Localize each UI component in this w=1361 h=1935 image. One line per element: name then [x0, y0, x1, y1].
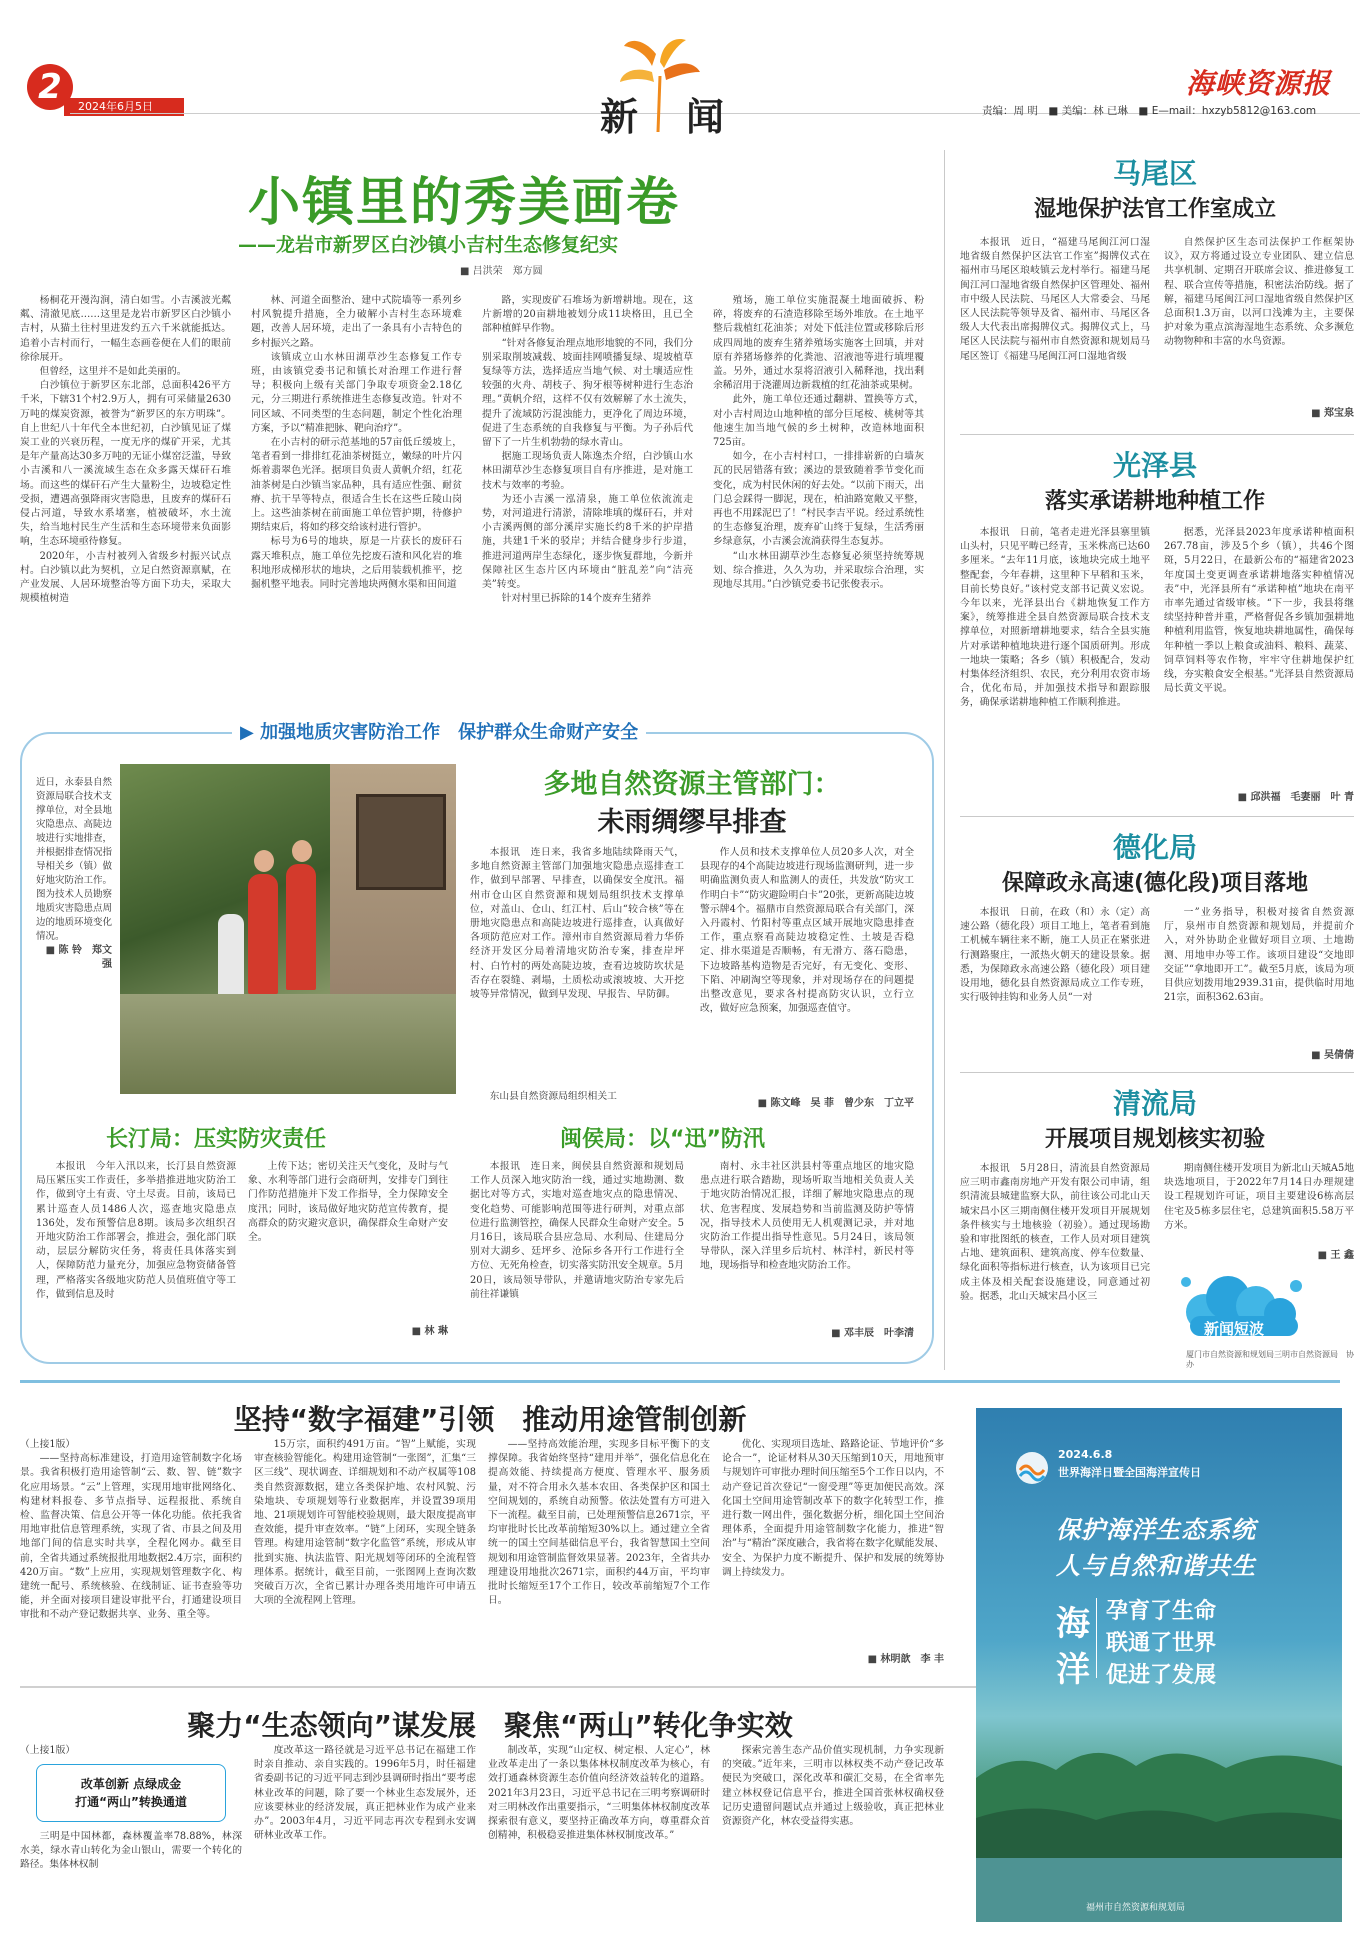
ocean-line-3: 促进了发展	[1106, 1663, 1217, 1688]
eco-col-1: 三明是中国林都，森林覆盖率78.88%，林深水美，绿水青山转化为金山银山，需要一个转化的路径。集体林权制	[20, 1831, 242, 1871]
guangze-col-2: 据悉，光泽县2023年度承诺种植面积267.78亩，涉及5个乡（镇），共46个图斑，5月22日，在最新公布的“福建省2023年度国土变更调查承诺耕地落实种植情况表”中，光泽县所有“承诺种植”地块在南平市率先通过省级审核。“下一步，我县将继续坚持种普并重，严格督促各乡镇加强耕地种植利用监管，恢复地块耕地属性，确保每年种植一季以上粮食或油料、粮料、蔬菜、饲草饲料等农作物，牢牢守住耕地保护红线，夯实粮食安全根基。”光泽县自然资源局局长黄文平说。	[1164, 527, 1354, 695]
paper-name: 海峡资源报	[1186, 67, 1332, 100]
minhou-credit: ■ 邓丰辰 叶李清	[831, 1328, 914, 1339]
disaster-title-2: 未雨绸缪早排查	[597, 807, 787, 838]
column-divider	[944, 150, 945, 1370]
ocean-big-2: 洋	[1056, 1650, 1090, 1690]
divider	[960, 434, 1354, 435]
lead-column-4: 殖场，施工单位实施混凝土地面破拆、粉碎，将废弃的石渣造移除至场外堆放。在土地平整后栽植红花油茶；对处下低洼位置或移除后形成四周地的废弃生猪养殖场实施客土回填，并对原有养猪场修养的化粪池、沼液池等进行填埋覆盖。另外，通过水泵将沼液引入稀释池，找出剩余稀沼用于浇灌周边新栽植的红花油茶或果树。 此外，施工单位还通过翻耕、置换等方式，对小吉村周边山地种植的部分巨尾桉、桃树等其他速生加当地气候的乡土树种，改造林地面积725亩。 如今，在小吉村村口，一排排崭新的白墙灰瓦的民居错落有致；溪边的景致随着季节变化而变化，成为村民休闲的好去处。“以前下雨天，出门总会踩得一脚泥，现在，柏油路宽敞又平整，再也不用踩泥巴了！”村民李吉平说。经过系统性的生态修复治理，废弃矿山终于复绿，生活秀丽乡绿意氛，小吉溪会流淌获得生态复苏。 “山水林田湖草沙生态修复必须坚持统筹规划、综合推进，久久为功，并采取综合治理，实现地尽其用。”白沙镇党委书记张俊表示。	[713, 295, 924, 591]
lead-byline: ■ 吕洪荣 郑方圆	[460, 266, 543, 277]
editor-line: 责编：周 明 ■ 美编：林 已琳 ■ E—mail：hxzyb5812@163.com	[982, 105, 1317, 117]
mawei-col-1: 本报讯 近日，“福建马尾闽江河口湿地省级自然保护区法官工作室”揭牌仪式在福州市马尾区琅岐镇云龙村举行。福建马尾闽江河口湿地省级自然保护区管理处、福州市中级人民法院、马尾区人大常委会、马尾区人民法院等领导及省、福州市、马尾区各级人大代表出席揭牌仪式。揭牌仪式上，马尾区人民法院与福州市自然资源和规划局马尾区签订《福建马尾闽江河口湿地省级	[960, 237, 1150, 362]
guangze-col-1: 本报讯 日前，笔者走进光泽县寨里镇山头村，只见平畴已经青，玉米株高已达60多厘米。“去年11月底，该地块完成土地平整配套，今年春耕，这里种下早稻和玉米，目前长势良好。”该村党支部书记黄义宏说。今年以来，光泽县出台《耕地恢复工作方案》，统筹推进全县自然资源局联合技术支撑单位，对照新增耕地要求，结合全县实施片对承诺种植地块进行逐个国质研判。形成一地块一策略；各乡（镇）积极配合，发动村集体经济组织、农民，充分利用农资市场合，优化布局，并加强技术指导和跟踪服务，确保承诺耕地种植工作顺利推进。	[960, 527, 1150, 709]
section-title-left: 新	[600, 94, 639, 139]
issue-date: 2024年6月5日	[64, 98, 184, 116]
digital-col-4: 优化、实现项目选址、路路论证、节地评价“多论合一”，论证材料从30天压缩到10天，用地预审与规划许可审批办理时间压缩至5个工作日以内，不动产登记首次登记“一窗受理”等更加便民高效。深化国土空间用途管制改革下的数字化转型工作，推进行数一网出件，强化数据分析，细化国土空间治理体系，全面提升用途管制数字化能力，推进“智治”与“精治”深度融合，我省将在数字化赋能发展、安全、为保护力度不断提升、保护和发展的统筹协调上持续发力。	[722, 1439, 944, 1578]
dehua-col-2: 一”业务指导，积极对接省自然资源厅，泉州市自然资源和规划局，并提前介入，对外协助企业做好项目立项、土地勘测、用地申办等工作。该项目建设“交地即交证”“拿地即开工”。截至5月底，该局为项目供应划拨用地2939.31亩，提供临时用地21宗，面积362.63亩。	[1164, 907, 1354, 1004]
minhou-title: 闽侯局：以“迅”防汛	[560, 1127, 765, 1152]
eco-col-2: 度改革这一路径就是习近平总书记在福建工作时亲自推动、亲自实践的。1996年5月，时任福建省委副书记的习近平同志到沙县调研时指出“要考虑林业改革的问题，除了要一个林业生态发展外，还应该要林业的经济发展，真正把林业作为成产业来办”。2003年4月，习近平同志再次专程到永安调研林业改革工作。	[254, 1745, 476, 1842]
disaster-title-1: 多地自然资源主管部门：	[543, 769, 841, 800]
ocean-ad-footer: 福州市自然资源和规划局	[1086, 1903, 1186, 1913]
digital-title: 坚持“数字福建”引领 推动用途管制创新	[233, 1403, 747, 1436]
qingliu-col-1: 本报讯 5月28日，清流县自然资源局应三明市鑫南房地产开发有限公司申请，组织清流县城建监察大队，前往该公司北山天城宋昌小区三期南侧住楼开发项目开展规划条件核实与土地核验（初验）。通过现场勘验和审批图纸的核查，工作人员对项目建筑占地、建筑面积、建筑高度、停车位数量、绿化面积等指标进行核查，认为该项目已完成主体及相关配套设施建设，同意通过初验。据悉，北山天城宋昌小区三	[960, 1163, 1150, 1302]
guangze-title: 落实承诺耕地种植工作	[1044, 489, 1265, 514]
changting-col-1: 本报讯 今年入汛以来，长汀县自然资源局压紧压实工作责任，多举措推进地灾防治工作，做到守土有责、守土尽责。目前，该局已累计巡查人员1486人次，巡查地灾隐患点136处，发布预警信息8期。该局多次组织召开地灾防治工作部署会，推进会，强化部门联动，层层分解防灾任务，将责任具体落实到人，保障防范力量充分，加强应急物资储备管理，严格落实各级地灾防范人员值班值守等工作，做到信息及时	[36, 1161, 236, 1300]
news-quick-block	[1164, 1268, 1354, 1372]
lead-subtitle: ——龙岩市新罗区白沙镇小吉村生态修复纪实	[238, 234, 619, 256]
ocean-logo-icon	[1012, 1448, 1052, 1488]
guangze-credit: ■ 邱洪福 毛妻丽 叶 青	[1237, 792, 1354, 803]
ocean-slogan-2: 人与自然和谐共生	[1056, 1551, 1256, 1580]
qingliu-title: 开展项目规划核实初验	[1044, 1127, 1265, 1152]
ocean-line-2: 联通了世界	[1106, 1631, 1217, 1656]
dehua-place: 德化局	[1112, 831, 1197, 864]
qingliu-col-2: 期南侧住楼开发项目为新北山天城A5地块选地项目，于2022年7月14日办理规建设工程规划许可证，项目主要建设6栋高层住宅及5栋多层住宅，总建筑面积5.58万平方米。	[1164, 1163, 1354, 1231]
minhou-col-1: 本报讯 连日来，闽侯县自然资源和规划局工作人员深入地灾防治一线，通过实地勘测、数据比对等方式，实地对巡查地灾点的隐患情况、变化趋势、可能影响范围等进行研判，对重点部位进行监测管控，确保人民群众生命财产安全。5月16日，该局联合县应急局、水利局、住建局分别对大湖乡、廷坪乡、沧际乡各开行工作进行全方位、无死角检查，切实落实防汛安全规章。5月20日，该局领导带队，并邀请地灾防治专家先后前往祥谦镇	[470, 1161, 684, 1300]
mawei-place: 马尾区	[1112, 157, 1197, 190]
minhou-col-2: 南村、永丰社区洪县村等重点地区的地灾隐患点进行联合踏勘，现场听取当地相关负责人关于地灾防治情况汇报，详细了解地灾隐患点的现状、危害程度、发展趋势和当前监测及防护等情况，指导技术人员使用无人机观测记录，并对地灾防治工作提出指导性意见。5月24日，该局领导带队，深入洋里乡后坑村、林洋村，新民村等地，现场指导和检查地灾防治工作。	[700, 1161, 914, 1272]
mawei-credit: ■ 郑宝泉	[1311, 408, 1354, 419]
mawei-title: 湿地保护法官工作室成立	[1033, 197, 1276, 222]
lead-column-2: 林、河道全面整治、建中式院墙等一系列乡村风貌提升措施，全力破解小吉村生态环境难题，改善人居环境，走出了一条具有小吉特色的乡村振兴之路。 该镇成立山水林田湖草沙生态修复工作专班，由该镇党委书记和镇长对治理工作进行督导；积极向上级有关部门争取专项资金2.18亿元，分三期进行系统推进生态修复改造。针对不同区域、不同类型的生态问题，制定个性化治理方案，予以“精准把脉、靶向治疗”。 在小吉村的研示范基地的57亩低丘缓坡上，笔者看到一排排红花油茶树挺立，嫩绿的叶片闪烁着翡翠色光泽。据项目负责人黄帆介绍，红花油茶树是白沙镇当家品种，具有适应性强、耐贫瘠、抗干旱等特点，很适合生长在这些丘陵山岗上。这些油茶树在前面施工单位管护期，待修护期结束后，将如约移交给该村进行管护。 标号为6号的地块，原是一片获长的废矸石露天堆积点，施工单位先挖废石渣和风化岩的堆积地形成梯形状的地块，之后用装载机推平，挖掘机整平地表。同时完善地块两侧水渠和田间道	[251, 295, 462, 591]
qingliu-credit: ■ 王 鑫	[1317, 1250, 1354, 1261]
ocean-slogan-1: 保护海洋生态系统	[1056, 1515, 1256, 1544]
disaster-credit: ■ 陈文峰 吴 菲 曾少东 丁立平	[757, 1098, 914, 1109]
disaster-col-1: 本报讯 连日来，我省多地陆续降雨天气，多地自然资源主管部门加强地灾隐患点巡排查工作，做到早部署、早排查，以确保安全度汛。福州市仓山区自然资源和规划局组织技术支撑单位，对盖山、仓山、红江村、后山“较合核”等在册地灾隐患点和高陡边坡进行巡排查，认真做好各项防范应对工作。漳州市自然资源局着力华侨经济开发区分局着清地灾防治专案，排查岸坪村、白竹村的两处高陡边坡，查看边坡防坎状是否存在裂缝、剥塌，土质松动或滚坡坡、大开挖坡等异常情况，做到早发现、早报告、早防御。	[470, 847, 684, 1001]
section-rule	[20, 1380, 1340, 1383]
lead-column-1: 杨桐花开漫沟涧，清白如雪。小吉溪波光粼粼、清澈见底……这里是龙岩市新罗区白沙镇小吉村，从猫土往村里进发约五六千米就能抵达。追着小吉村而行，一幅生态画卷便在人们的眼前徐徐展开。 但曾经，这里并不是如此美丽的。 白沙镇位于新罗区东北部，总面积426平方千米，下辖31个村2.9万人，拥有可采储量2630万吨的煤炭资源，被誉为“新罗区的东方明珠”。自上世纪八十年代全本世纪初，白沙镇见证了煤炭工业的兴衰历程，一度无序的煤矿开采，尤其是年产量高达30多万吨的无证小煤窑泛滥，导致小吉溪和八一溪流域生态在众多露天煤矸石堆场。而这些的煤矸石产生大量粉尘，边坡稳定性受损，遭遇高强降雨灾害隐患，且废弃的煤矸石侵占河道，导致水系堵塞，植被破坏，水土流失，给当地村民生产生活和生态环境带来负面影响，生态环境亟待修复。 2020年，小吉村被列入省级乡村振兴试点村。白沙镇以此为契机，立足白然资源禀赋，在产业发展、人居环境整治等方面下功夫，采取大规模植树造	[20, 295, 231, 605]
page-number-badge: 2	[27, 64, 73, 110]
dehua-credit: ■ 吴倩倩	[1311, 1050, 1354, 1061]
eco-col-4: 探索完善生态产品价值实现机制，力争实现新的突破。”近年来，三明市以林权类不动产登记改革便民为突破口，深化改革和碳汇交易，在全省率先建立林权登记信息平台，推进全国首张林权确权登记历史遗留问题试点并通过上级验收，真正把林业资源资产化，林农受益得实惠。	[722, 1745, 944, 1828]
disaster-col-2: 作人员和技术支撑单位人员20多人次，对全县现存的4个高陡边坡进行现场监测研判，进一步明确监测负责人和监测人的责任，共发放“防灾工作明白卡”“防灾避险明白卡”20张，更新高陡边坡警示牌4个。福鼎市自然资源局联合有关部门，深入丹霞村、竹阳村等重点区域开展地灾隐患排查工作，重点察看高陡边坡稳定性、土坡是否稳定、排水渠道是否顺畅，有无滑方、落石隐患，下边坡路基构造物是否完好，有无变化、变形、下陷、冲刷淘空等现象，并对现场存在的问题提出整改意见，要求各村提高防灾认识，立行立改，做好应急预案，加强巡查值守。	[700, 847, 914, 1015]
changting-credit: ■ 林 琳	[411, 1326, 448, 1337]
changting-col-2: 上传下达；密切关注天气变化，及时与气象、水利等部门进行会商研判，安排专门到往门作防范措施并下发工作指导，全力保障安全度汛；同时，该局做好地灾防范宣传教育，提高群众的防灾避灾意识，确保群众生命财产安全。	[248, 1161, 448, 1244]
divider	[960, 816, 1354, 817]
ocean-line-1: 孕育了生命	[1106, 1599, 1217, 1624]
field-inspection-photo	[120, 764, 456, 1094]
eco-box: 改革创新 点绿成金 打通“两山”转换通道	[36, 1764, 226, 1822]
ocean-big-1: 海	[1056, 1604, 1090, 1644]
mawei-col-2: 自然保护区生态司法保护工作框架协议》，双方将通过设立专业团队、建立信息共享机制、定期召开联席会议、推进修复工程、联合宣传等措施，积密法治防线。据了解，福建马尾闽江河口湿地省级自然保护区总面积1.3万亩，以河口浅滩为主，主要保护对象为重点滨海湿地生态系统、众多濒危动物物种和丰富的水鸟资源。	[1164, 237, 1354, 348]
digital-col-2: 15万宗，面积约491万亩。“智”上赋能，实现审查核验智能化。构建用途管制“一张图”，汇集“三区三线”、现状调查、详细规划和不动产权属等108类自然资源数据，建立各类保护地、农村风貌、污染地块、专项规划等行业数据库，并设置39项用地、21项规划许可智能校验规则，最大限度提高审查效能，提升审查效率。“链”上闭环，实现全链条管理。构建用途管制“数字化监管”系统，形成从审批到实施、执法监管、阳光规划等闭环的全流程管理体系。据统计，截至目前，一张图网上查询次数突破百万次，全省已累计办理各类用地许可申请五大项的全流程网上管理。	[254, 1439, 476, 1607]
disaster-col-1-tail: 东山县自然资源局组织相关工	[489, 1091, 617, 1102]
lead-column-3: 路，实现废矿石堆场为新增耕地。现在，这片新增的20亩耕地被划分成11块格田，且已全部种植鲜早作物。 “针对各修复治理点地形地貌的不同，我们分别采取削坡减载、坡面挂网喷播复绿、堤坡植草复绿等方法，选择适应当地气候、对土壤适应性较强的火舟、胡枝子、狗牙根等树种进行生态治理。”黄帆介绍，这样不仅有效解解了水土流失，提升了流域防污混浊能力，更净化了周边环境，促进了生态系统的自我修复与平衡。为子孙后代留下了一片生机勃勃的绿水青山。 据施工现场负责人陈逸杰介绍，白沙镇山水林田湖草沙生态修复项目自有序推进，是对施工技术与效率的考验。 为还小吉溪一泓清泉，施工单位依流流走势，对河道进行清淤，清除堆填的煤矸石，并对小吉溪两侧的部分溪岸实施长约8千米的护岸措施，共建1千米的驳岸；并结合健身步行步道，推进河道两岸生态绿化，逐步恢复群地，今新并保障社区生态片区内环境由“脏乱差”向“洁亮美”转变。 针对村里已拆除的14个废弃生猪养	[482, 295, 693, 605]
eco-lead: （上接1版）	[20, 1745, 76, 1756]
photo-caption: 近日，永泰县自然资源局联合技术支撑单位，对全县地灾隐患点、高陡边坡进行实地排查，并根据排查情况指导相关乡（镇）做好地灾防治工作。图为技术人员勘察地质灾害隐患点周边的地质环境变化情况。 ■ 陈 铃 郑文强	[36, 777, 113, 970]
news-quick-logo-text: 新闻短波	[1204, 1320, 1265, 1338]
changting-title: 长汀局：压实防灾责任	[106, 1127, 327, 1152]
ocean-day-ad	[976, 1408, 1342, 1922]
lead-title: 小镇里的秀美画卷	[248, 173, 681, 233]
ocean-ad-event: 世界海洋日暨全国海洋宣传日	[1058, 1466, 1201, 1479]
disaster-banner: ▶ 加强地质灾害防治工作 保护群众生命财产安全	[232, 718, 646, 744]
section-title-right: 闻	[686, 94, 725, 139]
news-quick-footer: 厦门市自然资源和规划局三明市自然资源局 协办	[1186, 1350, 1354, 1369]
digital-credit: ■ 林明歆 李 丰	[867, 1654, 944, 1665]
dehua-title: 保障政永高速(德化段)项目落地	[1001, 871, 1309, 896]
digital-col-1: （上接1版） ——坚持高标准建设，打造用途管制数字化场景。我省积极打造用途管制“云、数、智、链”数字化应用场景。“云”上管理，实现用地审批网络化、构建材料报卷、多节点指导、远程报批、系统自检、监督决策、信息公开等一体化功能。依托我省用地审批信息管理系统，实现了省、市县之间及用地部门间的信息实时共享，全程化网办。截至目前，全省共通过系统报批用地数据2.4万宗，面积约420万亩。“数”上应用，实现规划管理数字化、构建统一配号、系统核验、在线制证、证书查验等功能，并全面对接项目建设审批平台，打通建设项目审批和不动产登记数据共享、业务、重全等。	[20, 1439, 242, 1621]
qingliu-place: 清流局	[1112, 1087, 1197, 1120]
section-rule	[20, 1686, 980, 1688]
eco-col-3: 制改革，实现“山定权、树定根、人定心”，林业改革走出了一条以集体林权制度改革为核心，有效打通森林资源生态价值向经济效益转化的道路。2021年3月23日，习近平总书记在三明考察调研时对三明林改作出重要指示，“三明集体林权制度改革探索很有意义，要坚持正确改革方向，尊重群众首创精神，积极稳妥推进集体林权制度改革。”	[488, 1745, 710, 1842]
eco-title: 聚力“生态领向”谋发展 聚焦“两山”转化争实效	[187, 1709, 793, 1742]
banner-arrow-icon: ▶	[240, 722, 261, 743]
mangrove-scene-icon	[976, 1708, 1342, 1922]
ocean-ad-date: 2024.6.8	[1058, 1448, 1113, 1461]
dehua-col-1: 本报讯 日前，在政（和）永（定）高速公路（德化段）项目工地上，笔者看到施工机械车辆往来不断，施工人员正在紧张进行测路聚庄，一派热火朝天的建设景象。据悉，为保障政永高速公路（德化段）项目建设用地，德化县自然资源局成立工作专班，实行吸钟挂钩和业务人员“一对	[960, 907, 1150, 1004]
divider	[960, 1072, 1354, 1073]
digital-col-3: ——坚持高效能治理，实现多目标平衡下的支撑保障。我省始终坚持“建用并举”，强化信息化在提高效能、持续提高方便度、管理水平、服务质量，对不符合用永久基本农田、各类保护区和国土空间规划的，系统自动预警。依法处置有方可进入下一流程。截至目前，已处理预警信息2671宗，平均审批时长比改革前缩短30%以上。通过建立全省统一的国土空间基础信息平台，我省智慧国土空间规划和用途管制监督效果显著。2023年，全省共办理建设用地批次2671宗，面积约44万亩，平均审批时长缩短至17个工作日，较改革前缩短7个工作日。	[488, 1439, 710, 1607]
guangze-place: 光泽县	[1112, 449, 1197, 482]
